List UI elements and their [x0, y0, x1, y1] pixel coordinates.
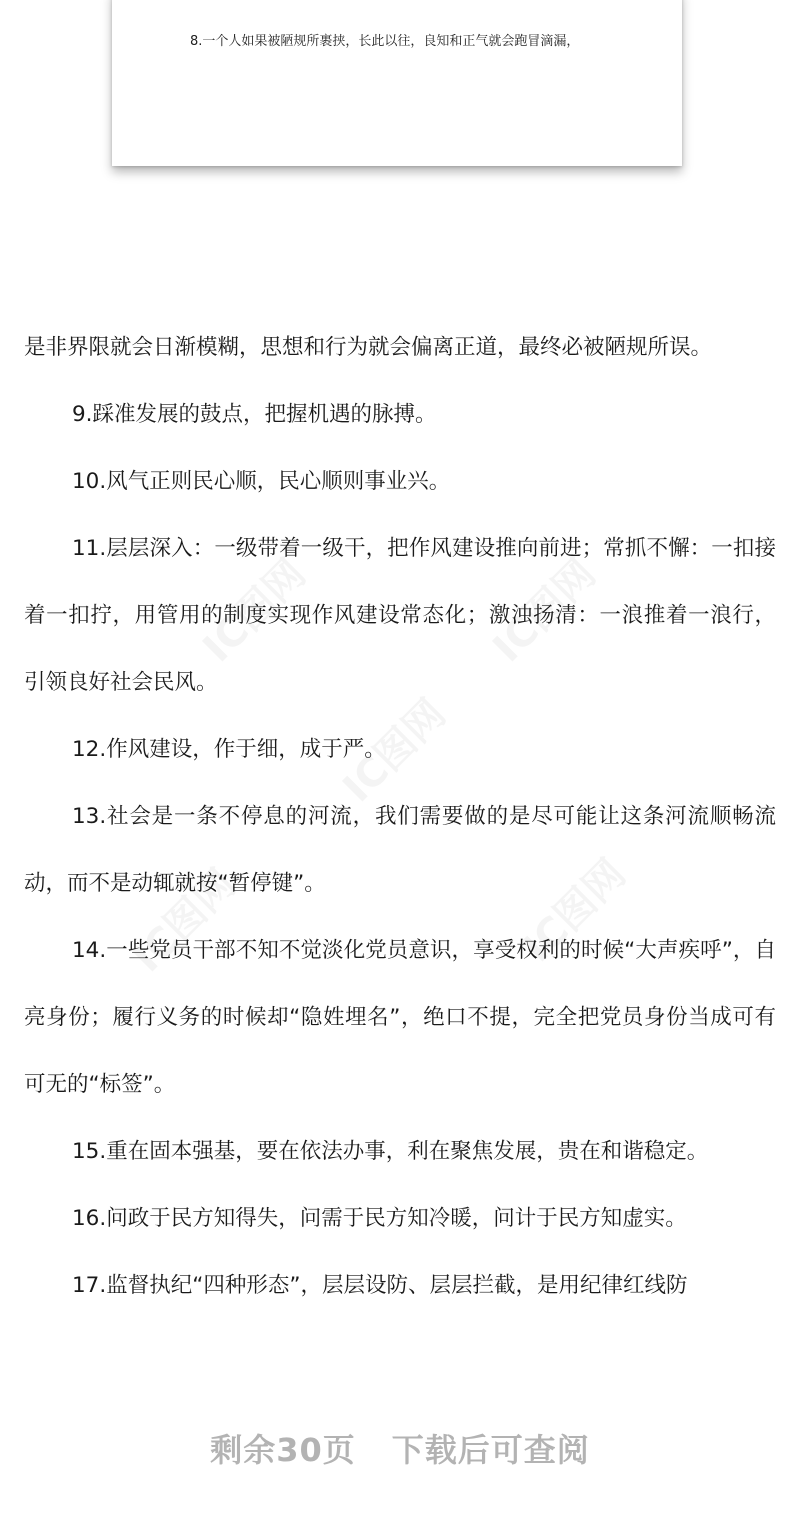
- paragraph: 15.重在固本强基，要在依法办事，利在聚焦发展，贵在和谐稳定。: [72, 1139, 709, 1164]
- paragraph: 是非界限就会日渐模糊，思想和行为就会偏离正道，最终必被陋规所误。: [24, 335, 713, 360]
- preview-text-line: 8.一个人如果被陋规所裹挟，长此以往，良知和正气就会跑冒滴漏，: [190, 34, 580, 49]
- paragraph: 12.作风建设，作于细，成于严。: [72, 737, 386, 762]
- download-to-view-hint: 下载后可查阅: [391, 1431, 590, 1469]
- paragraph: 10.风气正则民心顺，民心顺则事业兴。: [72, 469, 451, 494]
- paragraph: 13.社会是一条不停息的河流，我们需要做的是尽可能让这条河流顺畅流动，而不是动辄就按“暂停键”。: [24, 804, 776, 896]
- remaining-pages-banner[interactable]: [0, 1420, 800, 1480]
- preview-text-line: [160, 0, 303, 2]
- document-preview-page: [112, 0, 682, 166]
- paragraph: 14.一些党员干部不知不觉淡化党员意识，享受权利的时候“大声疾呼”，自亮身份；履行义务的时候却“隐姓埋名”，绝口不提，完全把党员身份当成可有可无的“标签”。: [24, 938, 776, 1097]
- remaining-pages-count: 剩余30页: [210, 1431, 356, 1469]
- paragraph: 17.监督执纪“四种形态”，层层设防、层层拦截，是用纪律红线防: [72, 1273, 688, 1298]
- paragraph: 11.层层深入：一级带着一级干，把作风建设推向前进；常抓不懈：一扣接着一扣拧，用管用的制度实现作风建设常态化；激浊扬清：一浪推着一浪行，引领良好社会民风。: [24, 536, 776, 695]
- paragraph: 16.问政于民方知得失，问需于民方知冷暖，问计于民方知虚实。: [72, 1206, 687, 1231]
- document-body: [24, 314, 776, 1319]
- paragraph: 9.踩准发展的鼓点，把握机遇的脉搏。: [72, 402, 437, 427]
